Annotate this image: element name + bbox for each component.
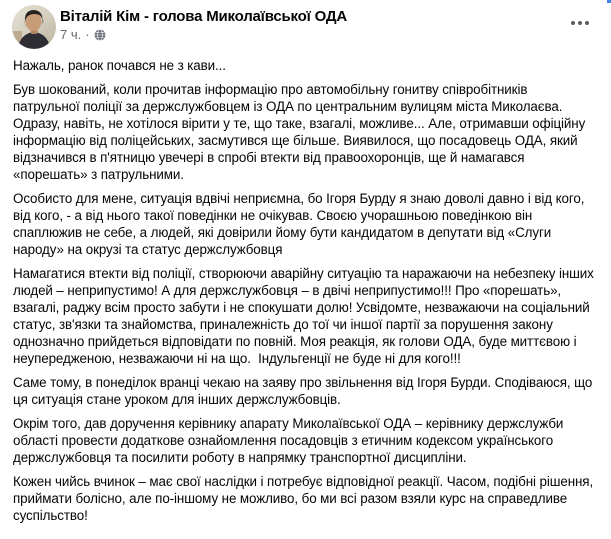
meta-separator: · [85,27,90,42]
timestamp[interactable]: 7 ч. [60,27,82,42]
post-paragraph: Особисто для мене, ситуація вдвічі неприємна, бо Ігоря Бурду я знаю доволі давно і від кого, від кого, - а від нього такої поведінки не очікував. Своєю учорашньою поведінкою він спаплюжив не себе, а людей, які довірили йому бути кандидатом в депутати від «Слуги народу» на окрузі та статус держслужбовця [13,191,588,257]
post-meta [60,28,347,41]
post-paragraph: Кожен чийсь вчинок – має свої наслідки і потребує відповідної реакції. Часом, подібні рішення, приймати болісно, але по-іншому не можливо, бо ми всі разом взяли курс на справедливе суспільство! [13,474,597,523]
profile-photo [12,5,56,49]
globe-icon [94,29,106,41]
author-name[interactable]: Віталій Кім - голова Миколаївської ОДА [60,8,347,25]
dot [578,21,582,25]
avatar[interactable] [12,5,56,49]
post-paragraph: Намагатися втекти від поліції, створюючи аварійну ситуацію та наражаючи на небезпеку інших людей – неприпустимо! А для держслужбовця – в двічі неприпустимо!!! Про «порешать», взагалі, раджу всім просто забути і не спокушати долю! Усвідомте, незважаючи на соціальний статус, зв'язки та знайомства, приналежність до тої чи іншої партії за порушення закону однозначно прийдеться відповідати по повній. Моя реакція, як голови ОДА, буде миттєвою і неупередженою, незважаючи ні на що. Індульгенції не буде ні для кого!!! [13,266,598,366]
more-options-icon[interactable] [569,19,591,27]
dot [571,21,575,25]
header-info [60,5,347,41]
post-header [0,0,611,49]
post-paragraph: Саме тому, в понеділок вранці чекаю на заяву про звільнення від Ігоря Бурди. Сподіваюся, що ця ситуація стане уроком для інших держслужбовців. [13,375,596,407]
post-paragraph: Окрім того, дав доручення керівнику апарату Миколаївської ОДА – керівнику держслужби області провести додаткове ознайомлення посадовців з етичним кодексом українського держслужбовця та посилити роботу в напрямку транспортної дисципліни. [13,416,567,465]
post-paragraph: Був шокований, коли прочитав інформацію про автомобільну гонитву співробітників патрульної поліції за держслужбовцем із ОДА по центральним вулицям міста Миколаєва. Одразу, навіть, не хотілося вірити у те, що таке, взагалі, можливе... Але, отримавши офіційну інформацію від поліцейських, засмутився ще більше. Виявилося, що посадовець ОДА, який відзначився в п'ятницю увечері в спробі втекти від правоохоронців, ще й намагався «порешать» з патрульними. [13,82,589,182]
post-paragraph: Нажаль, ранок почався не з кави... [13,58,226,73]
post-text [0,49,611,524]
dot [585,21,589,25]
